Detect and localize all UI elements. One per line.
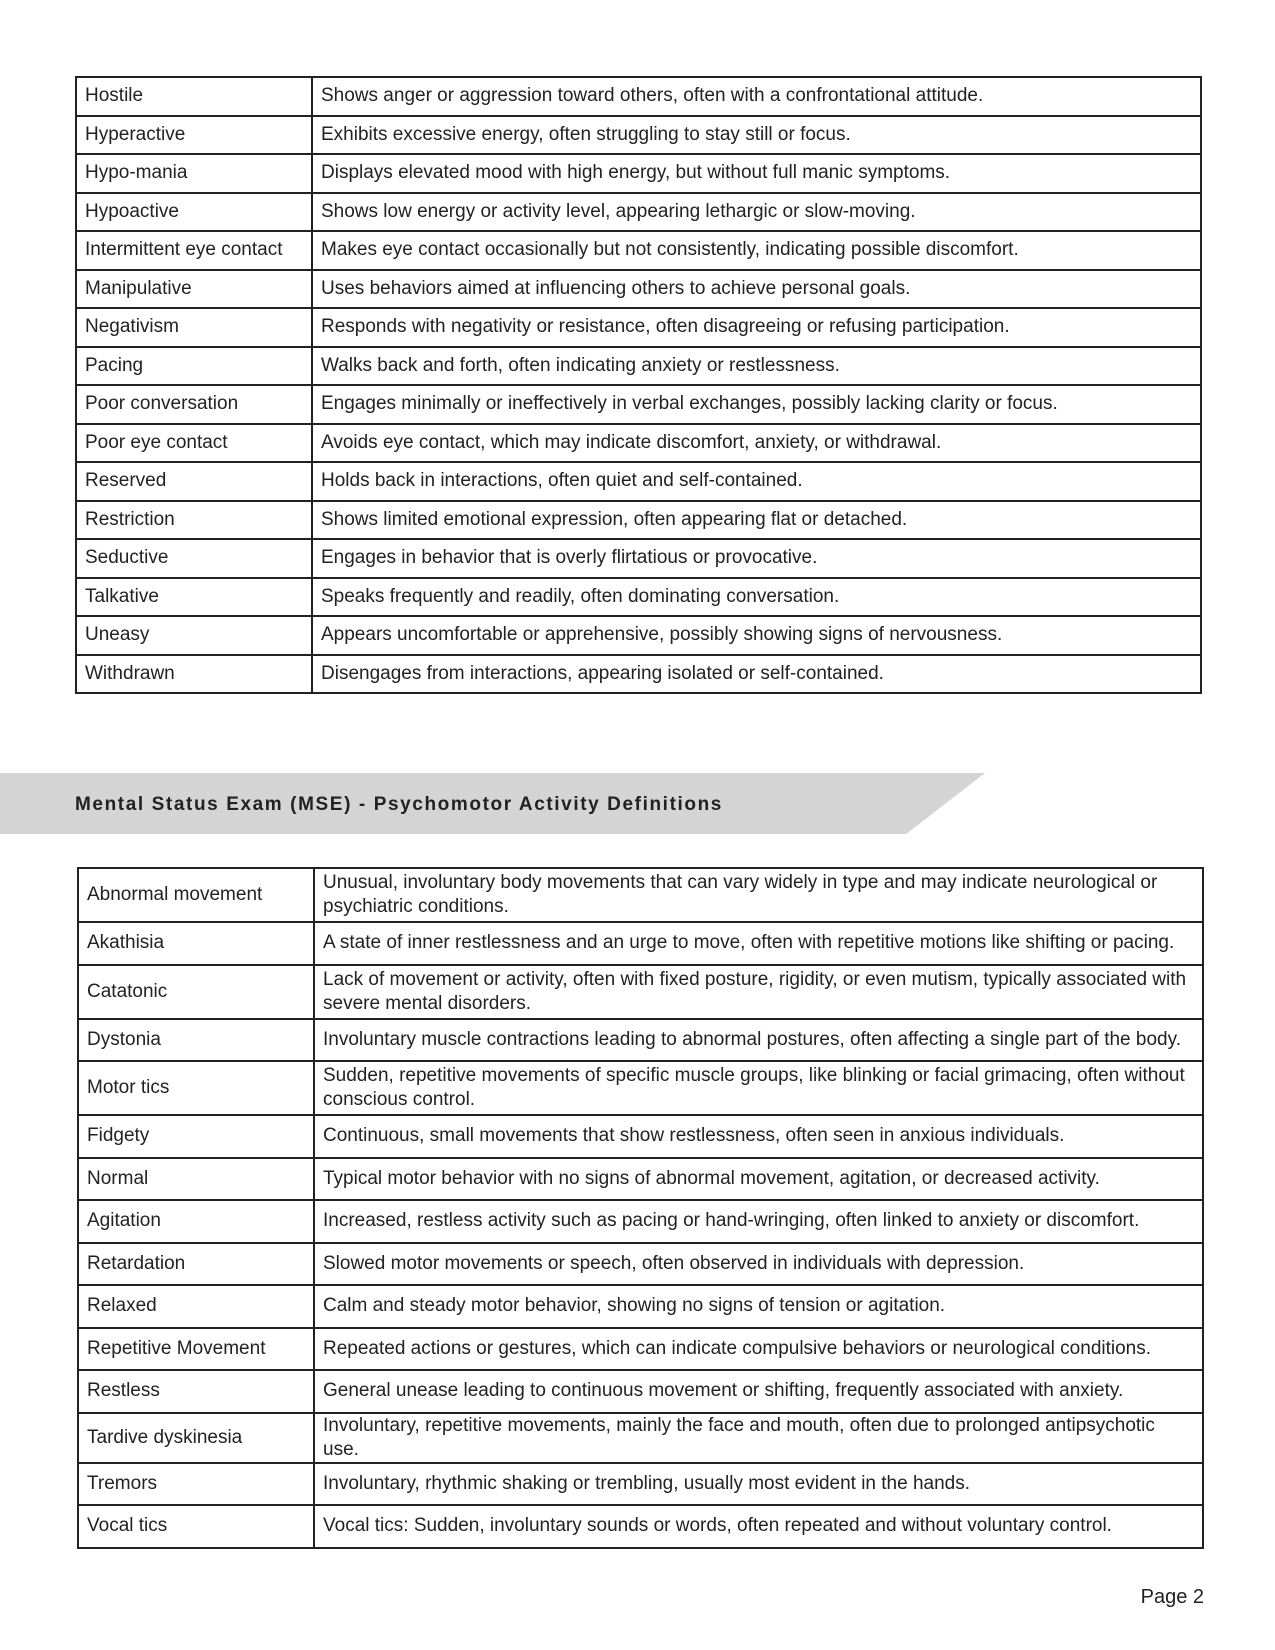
table-row xyxy=(78,1243,1203,1286)
term-cell: Vocal tics xyxy=(78,1505,314,1548)
term-cell: Dystonia xyxy=(78,1019,314,1062)
definition-cell: Sudden, repetitive movements of specific muscle groups, like blinking or facial grimacing, often without conscious control. xyxy=(314,1061,1203,1115)
term-cell: Reserved xyxy=(76,462,312,501)
definition-cell: Holds back in interactions, often quiet and self-contained. xyxy=(312,462,1201,501)
table-row xyxy=(78,965,1203,1019)
definition-cell: Exhibits excessive energy, often struggling to stay still or focus. xyxy=(312,116,1201,155)
table-row xyxy=(76,193,1201,232)
term-cell: Hypoactive xyxy=(76,193,312,232)
term-cell: Tremors xyxy=(78,1463,314,1506)
definition-cell: Involuntary muscle contractions leading to abnormal postures, often affecting a single part of the body. xyxy=(314,1019,1203,1062)
definition-cell: Responds with negativity or resistance, often disagreeing or refusing participation. xyxy=(312,308,1201,347)
table-row xyxy=(78,868,1203,922)
definition-cell: Engages in behavior that is overly flirtatious or provocative. xyxy=(312,539,1201,578)
term-cell: Uneasy xyxy=(76,616,312,655)
definition-cell: Involuntary, repetitive movements, mainly the face and mouth, often due to prolonged antipsychotic use. xyxy=(314,1413,1203,1463)
section-title: Mental Status Exam (MSE) - Psychomotor Activity Definitions xyxy=(75,794,723,815)
table-row xyxy=(76,616,1201,655)
table-row xyxy=(78,1061,1203,1115)
term-cell: Abnormal movement xyxy=(78,868,314,922)
term-cell: Retardation xyxy=(78,1243,314,1286)
term-cell: Talkative xyxy=(76,578,312,617)
term-cell: Negativism xyxy=(76,308,312,347)
term-cell: Agitation xyxy=(78,1200,314,1243)
page-number: Page 2 xyxy=(1140,1586,1204,1608)
definition-cell: Disengages from interactions, appearing isolated or self-contained. xyxy=(312,655,1201,694)
term-cell: Seductive xyxy=(76,539,312,578)
definition-cell: Typical motor behavior with no signs of abnormal movement, agitation, or decreased activity. xyxy=(314,1158,1203,1201)
definition-cell: Increased, restless activity such as pacing or hand-wringing, often linked to anxiety or discomfort. xyxy=(314,1200,1203,1243)
table-row xyxy=(76,154,1201,193)
term-cell: Normal xyxy=(78,1158,314,1201)
definition-cell: Continuous, small movements that show restlessness, often seen in anxious individuals. xyxy=(314,1115,1203,1158)
term-cell: Hypo-mania xyxy=(76,154,312,193)
table-row xyxy=(78,1505,1203,1548)
table-row xyxy=(78,1463,1203,1506)
table-row xyxy=(76,578,1201,617)
term-cell: Relaxed xyxy=(78,1285,314,1328)
table-row xyxy=(76,501,1201,540)
definition-cell: Engages minimally or ineffectively in verbal exchanges, possibly lacking clarity or focus. xyxy=(312,385,1201,424)
psychomotor-definitions-table xyxy=(77,867,1204,1549)
affect-definitions-table xyxy=(75,76,1202,694)
term-cell: Poor conversation xyxy=(76,385,312,424)
definition-cell: A state of inner restlessness and an urge to move, often with repetitive motions like shifting or pacing. xyxy=(314,922,1203,965)
table-row xyxy=(76,347,1201,386)
table-row xyxy=(78,922,1203,965)
term-cell: Hyperactive xyxy=(76,116,312,155)
term-cell: Poor eye contact xyxy=(76,424,312,463)
table-row xyxy=(76,655,1201,694)
term-cell: Catatonic xyxy=(78,965,314,1019)
term-cell: Fidgety xyxy=(78,1115,314,1158)
term-cell: Restriction xyxy=(76,501,312,540)
table-row xyxy=(76,116,1201,155)
table-row xyxy=(76,462,1201,501)
definition-cell: Walks back and forth, often indicating anxiety or restlessness. xyxy=(312,347,1201,386)
table-row xyxy=(78,1019,1203,1062)
term-cell: Manipulative xyxy=(76,270,312,309)
term-cell: Akathisia xyxy=(78,922,314,965)
table-row xyxy=(78,1413,1203,1463)
definition-cell: Repeated actions or gestures, which can indicate compulsive behaviors or neurological conditions. xyxy=(314,1328,1203,1371)
definition-cell: Appears uncomfortable or apprehensive, possibly showing signs of nervousness. xyxy=(312,616,1201,655)
definition-cell: Uses behaviors aimed at influencing others to achieve personal goals. xyxy=(312,270,1201,309)
term-cell: Restless xyxy=(78,1370,314,1413)
definition-cell: Shows anger or aggression toward others, often with a confrontational attitude. xyxy=(312,77,1201,116)
table-row xyxy=(76,231,1201,270)
definition-cell: Shows low energy or activity level, appearing lethargic or slow-moving. xyxy=(312,193,1201,232)
table-row xyxy=(76,308,1201,347)
definition-cell: Shows limited emotional expression, often appearing flat or detached. xyxy=(312,501,1201,540)
definition-cell: Lack of movement or activity, often with fixed posture, rigidity, or even mutism, typically associated with severe mental disorders. xyxy=(314,965,1203,1019)
table-row xyxy=(76,539,1201,578)
table-row xyxy=(76,424,1201,463)
definition-cell: Makes eye contact occasionally but not consistently, indicating possible discomfort. xyxy=(312,231,1201,270)
definition-cell: Involuntary, rhythmic shaking or trembling, usually most evident in the hands. xyxy=(314,1463,1203,1506)
table-row xyxy=(78,1200,1203,1243)
table-row xyxy=(76,77,1201,116)
table-row xyxy=(78,1115,1203,1158)
table-row xyxy=(78,1328,1203,1371)
definition-cell: Displays elevated mood with high energy, but without full manic symptoms. xyxy=(312,154,1201,193)
term-cell: Intermittent eye contact xyxy=(76,231,312,270)
table-row xyxy=(78,1285,1203,1328)
table-row xyxy=(78,1370,1203,1413)
term-cell: Repetitive Movement xyxy=(78,1328,314,1371)
definition-cell: Calm and steady motor behavior, showing no signs of tension or agitation. xyxy=(314,1285,1203,1328)
term-cell: Motor tics xyxy=(78,1061,314,1115)
table-row xyxy=(78,1158,1203,1201)
definition-cell: Slowed motor movements or speech, often observed in individuals with depression. xyxy=(314,1243,1203,1286)
term-cell: Tardive dyskinesia xyxy=(78,1413,314,1463)
table-row xyxy=(76,385,1201,424)
definition-cell: Unusual, involuntary body movements that can vary widely in type and may indicate neurological or psychiatric conditions. xyxy=(314,868,1203,922)
term-cell: Withdrawn xyxy=(76,655,312,694)
definition-cell: Vocal tics: Sudden, involuntary sounds or words, often repeated and without voluntary control. xyxy=(314,1505,1203,1548)
table-row xyxy=(76,270,1201,309)
definition-cell: Avoids eye contact, which may indicate discomfort, anxiety, or withdrawal. xyxy=(312,424,1201,463)
term-cell: Hostile xyxy=(76,77,312,116)
definition-cell: Speaks frequently and readily, often dominating conversation. xyxy=(312,578,1201,617)
definition-cell: General unease leading to continuous movement or shifting, frequently associated with anxiety. xyxy=(314,1370,1203,1413)
term-cell: Pacing xyxy=(76,347,312,386)
